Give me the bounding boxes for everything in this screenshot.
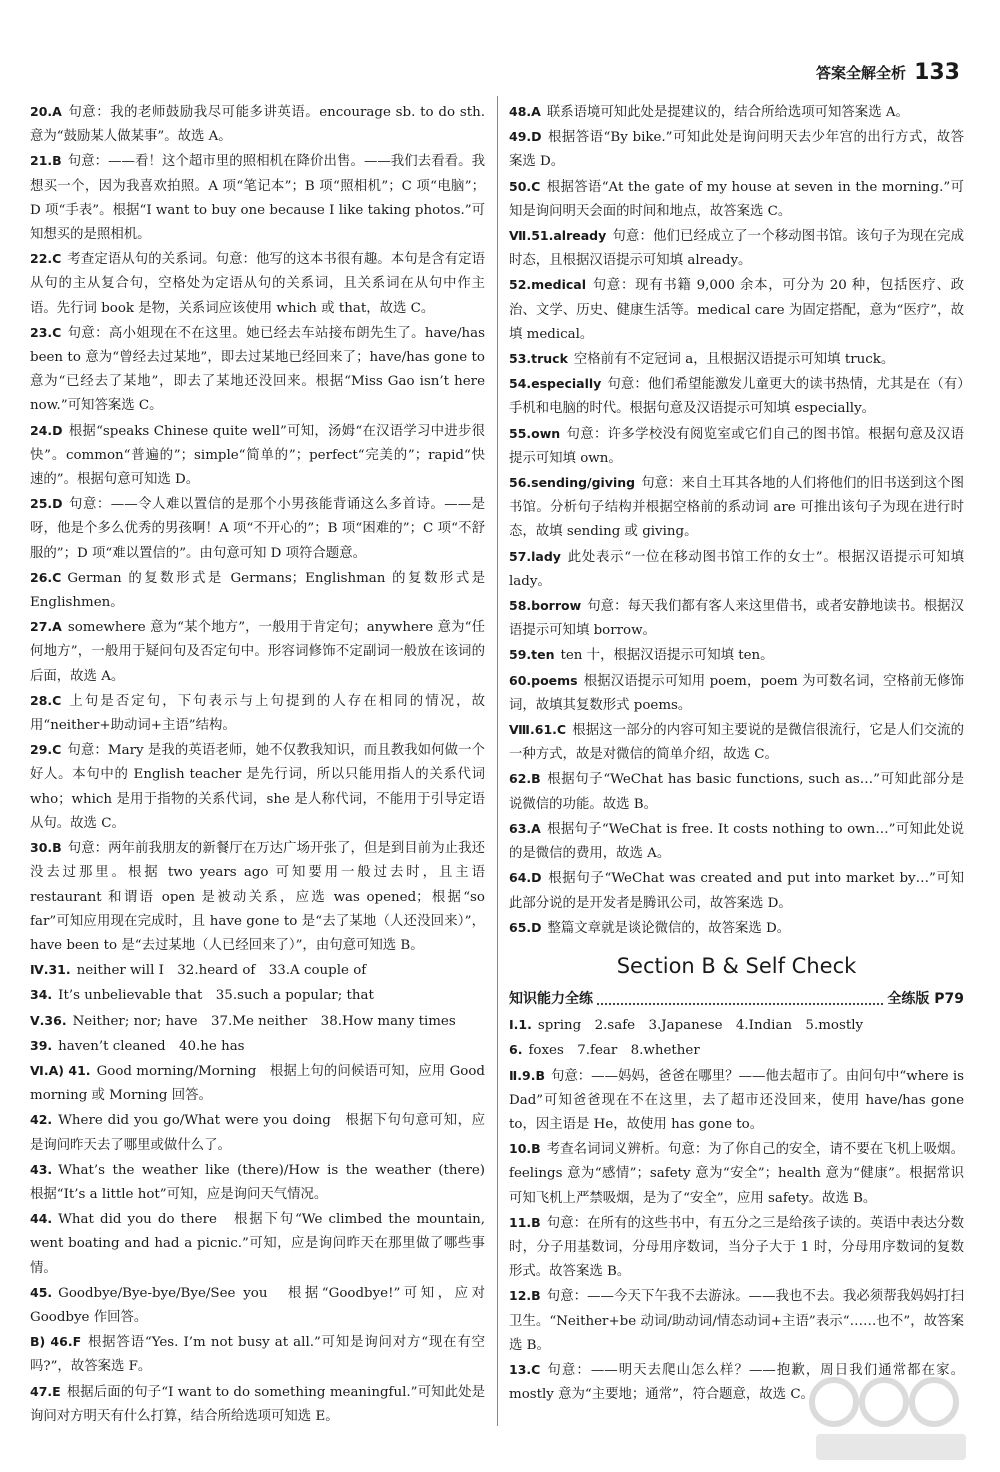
answer-explanation: 根据“speaks Chinese quite well”可知，汤姆“在汉语学习中进步很快”。common“普遍的”；simple“简单的”；perfect“完美的”；rapid“快速的”。根据句意可知选 D。 <box>30 423 485 488</box>
right-column-answers-2 <box>509 1013 964 1407</box>
subsection-heading <box>509 987 964 1011</box>
answer-number: Ⅶ.51.already <box>509 228 607 244</box>
answer-entry <box>30 1330 485 1379</box>
answer-number: 45. <box>30 1284 53 1300</box>
answer-number: 27.A <box>30 619 62 635</box>
answer-explanation: 句意：——妈妈，爸爸在哪里？——他去超市了。由问句中“where is Dad”可知爸爸现在不在这里，去了超市还没回来，使用 have/has gone to，因主语是 He，故使用 has gone to。 <box>509 1068 964 1132</box>
answer-number: 24.D <box>30 422 63 438</box>
answer-explanation: Good morning/Morning 根据上句的问候语可知，应用 Good morning 或 Morning 回答。 <box>30 1063 485 1104</box>
answer-explanation: Goodbye/Bye-bye/Bye/See you 根据“Goodbye!”可知，应对 Goodbye 作回答。 <box>30 1285 485 1325</box>
answer-explanation: 句意：两年前我朋友的新餐厅在万达广场开张了，但是到目前为止我还没去过那里。根据 two years ago 可知要用一般过去时，且主语 restaurant 和谓语 open 是被动关系，应选 was opened；根据“so far”可知应用现在完成时，且 have gone to 是“去了某地（人还没回来）”，have been to 是“去过某地（人已经回来了）”，由句意可知选 B。 <box>30 841 485 953</box>
answer-number: Ⅵ.A) 41. <box>30 1062 91 1078</box>
answer-number: 58.borrow <box>509 598 582 614</box>
answer-entry <box>509 100 964 125</box>
answer-number: 63.A <box>509 820 541 836</box>
answer-number: 55.own <box>509 425 561 441</box>
answer-number: Ⅳ.31. <box>30 962 71 978</box>
answer-explanation: 根据答语“Yes. I’m not busy at all.”可知是询问对方“现在有空吗?”，故答案选 F。 <box>30 1335 485 1375</box>
answer-number: 39. <box>30 1037 53 1053</box>
answer-explanation: 根据句子“WeChat is free. It costs nothing to own…”可知此处说的是微信的费用，故选 A。 <box>509 821 964 862</box>
answer-entry <box>30 738 485 836</box>
answer-number: 12.B <box>509 1288 541 1304</box>
answer-entry <box>30 836 485 958</box>
answer-entry <box>509 767 964 816</box>
answer-number: 26.C <box>30 569 62 585</box>
answer-explanation: 考查定语从句的关系词。句意：他写的这本书很有趣。本句是含有定语从句的主从复合句，空格处为定语从句的关系词，且关系词在从句中作主语。先行词 book 是物，关系词应该使用 which 或 that，故选 C。 <box>30 252 485 316</box>
answer-entry <box>30 1059 485 1108</box>
answer-number: 42. <box>30 1112 53 1128</box>
page-header <box>816 60 960 85</box>
answer-explanation: neither will I 32.heard of 33.A couple of <box>76 963 367 979</box>
answer-explanation: 句意：许多学校没有阅览室或它们自己的图书馆。根据句意及汉语提示可知填 own。 <box>509 426 964 466</box>
answer-explanation: 根据汉语提示可知用 poem，poem 为可数名词，空格前无修饰词，故填其复数形式 poems。 <box>509 673 964 713</box>
answer-number: 48.A <box>509 104 541 119</box>
answer-explanation: 句意：——明天去爬山怎么样？——抱歉，周日我们通常都在家。mostly 意为“主要地；通常”，符合题意，故选 C。 <box>509 1362 964 1403</box>
answer-explanation: 句意：——今天下午我不去游泳。——我也不去。我必须帮我妈妈打扫卫生。“Neither+be 动词/助动词/情态动词+主语”表示“……也不”，故答案选 B。 <box>509 1289 964 1353</box>
column-divider <box>497 96 498 1426</box>
answer-entry <box>30 100 485 149</box>
answer-entry <box>30 1380 485 1429</box>
answer-explanation: 考查名词词义辨析。句意：为了你自己的安全，请不要在飞机上吸烟。feelings 意为“感情”；safety 意为“安全”；health 意为“健康”。根据常识可知飞机上严禁吸烟，是为了“安全”，应用 safety。故选 B。 <box>509 1142 964 1206</box>
answer-entry <box>30 247 485 321</box>
answer-number: 30.B <box>30 840 62 856</box>
answer-entry <box>509 545 964 594</box>
answer-explanation: 根据答语“At the gate of my house at seven in the morning.”可知是询问明天会面的时间和地点，故答案选 C。 <box>509 179 964 219</box>
subsection-page-ref: 全练版 P79 <box>887 990 964 1007</box>
answer-entry <box>30 958 485 983</box>
answer-number: 6. <box>509 1042 523 1058</box>
answer-explanation: somewhere 意为“某个地方”，一般用于肯定句；anywhere 意为“任何地方”，一般用于疑问句及否定句中。形容词修饰不定副词一般放在该词的后面，故选 A。 <box>30 620 485 684</box>
answer-entry <box>509 1284 964 1358</box>
answer-number: 20.A <box>30 104 62 119</box>
answer-explanation: 空格前有不定冠词 a，且根据汉语提示可知填 truck。 <box>573 352 895 368</box>
answer-explanation: 句意：——令人难以置信的是那个小男孩能背诵这么多首诗。——是呀，他是个多么优秀的男孩啊！A 项“不开心的”；B 项“困难的”；C 项“不舒服的”；D 项“难以置信的”。由句意可知 D 项符合题意。 <box>30 497 485 561</box>
section-title: Section B & Self Check <box>616 953 857 978</box>
answer-explanation: 句意：在所有的这些书中，有五分之三是给孩子读的。英语中表达分数时，分子用基数词，分母用序数词，当分子大于 1 时，分母用序数词的复数形式。故答案选 B。 <box>509 1215 964 1280</box>
answer-explanation: 句意：每天我们都有客人来这里借书，或者安静地读书。根据汉语提示可知填 borrow。 <box>509 599 964 639</box>
answer-explanation: 此处表示“一位在移动图书馆工作的女士”。根据汉语提示可知填 lady。 <box>509 549 964 589</box>
answer-number: 23.C <box>30 324 62 340</box>
answer-number: 59.ten <box>509 647 555 663</box>
answer-entry <box>509 594 964 643</box>
answer-number: 22.C <box>30 251 62 267</box>
answer-entry <box>509 817 964 866</box>
answer-explanation: 上句是否定句，下句表示与上句提到的人存在相同的情况，故用“neither+助动词+主语”结构。 <box>30 693 485 734</box>
answer-explanation: 整篇文章就是谈论微信的，故答案选 D。 <box>547 920 791 936</box>
answer-explanation: 根据这一部分的内容可知主要说的是微信很流行，它是人们交流的一种方式，故是对微信的简单介绍，故选 C。 <box>509 723 964 763</box>
header-title: 答案全解全析 <box>816 64 907 82</box>
answer-explanation: 根据答语“By bike.”可知此处是询问明天去少年宫的出行方式，故答案选 D。 <box>509 130 964 170</box>
answer-number: 34. <box>30 987 53 1003</box>
answer-explanation: Neither; nor; have 37.Me neither 38.How many times <box>72 1013 456 1029</box>
answer-entry <box>30 321 485 419</box>
left-column <box>30 100 499 1429</box>
answer-entry <box>30 492 485 566</box>
answer-explanation: 句意：Mary 是我的英语老师，她不仅教我知识，而且教我如何做一个好人。本句中的 English teacher 是先行词，所以只能用指人的关系代词 who；which 是用于指物的关系代词，she 是人称代词，不能用于引导定语从句。故选 C。 <box>30 743 485 831</box>
answer-entry <box>509 1211 964 1285</box>
answer-entry <box>509 1038 964 1063</box>
answer-number: 10.B <box>509 1141 541 1157</box>
answer-number: 56.sending/giving <box>509 475 636 491</box>
answer-explanation: spring 2.safe 3.Japanese 4.Indian 5.mostly <box>537 1018 864 1034</box>
answer-explanation: 根据句子“WeChat has basic functions, such as…”可知此部分是说微信的功能。故选 B。 <box>509 772 964 812</box>
answer-number: 53.truck <box>509 351 568 367</box>
answer-number: 50.C <box>509 178 541 194</box>
answer-explanation: 句意：来自土耳其各地的人们将他们的旧书送到这个图书馆。分析句子结构并根据空格前的系动词 are 可推出该句子为现在进行时态，故填 sending 或 giving。 <box>509 476 964 540</box>
answer-explanation: What did you do there 根据下句“We climbed the mountain, went boating and had a picnic.”可知，应是询问昨天在那里做了哪些事情。 <box>30 1212 485 1276</box>
dotted-leader <box>597 1003 883 1005</box>
answer-entry <box>509 471 964 545</box>
right-column-answers <box>509 100 964 941</box>
answer-number: 52.medical <box>509 277 587 293</box>
answer-number: 54.especially <box>509 376 602 392</box>
answer-number: 60.poems <box>509 672 578 688</box>
answer-entry <box>509 669 964 718</box>
answer-entry <box>509 372 964 421</box>
page-number: 133 <box>914 60 960 85</box>
answer-entry <box>509 916 964 941</box>
answer-explanation: It’s unbelievable that 35.such a popular; that <box>58 988 374 1004</box>
answer-explanation: 句意：他们已经成立了一个移动图书馆。该句子为现在完成时态，且根据汉语提示可知填 already。 <box>509 229 965 269</box>
answer-number: 13.C <box>509 1361 541 1377</box>
answer-entry <box>509 175 964 224</box>
answer-explanation: 句意：现有书籍 9,000 余本，可分为 20 种，包括医疗、政治、文学、历史、健康生活等。medical care 为固定搭配，意为“医疗”，故填 medical。 <box>509 278 964 342</box>
answer-entry <box>509 718 964 767</box>
answer-number: 49.D <box>509 129 542 145</box>
answer-entry <box>30 689 485 738</box>
answer-number: 25.D <box>30 496 63 512</box>
watermark-logo <box>806 1372 976 1464</box>
answer-entry <box>30 1009 485 1034</box>
answer-number: Ⅱ.9.B <box>509 1067 545 1083</box>
answer-entry <box>30 1207 485 1281</box>
answer-explanation: Where did you go/What were you doing 根据下句句意可知，应是询问昨天去了哪里或做什么了。 <box>30 1113 485 1153</box>
answer-entry <box>509 1137 964 1211</box>
answer-entry <box>509 1064 964 1138</box>
answer-entry <box>30 149 485 247</box>
answer-number: 65.D <box>509 919 542 935</box>
answer-entry <box>30 615 485 689</box>
answer-explanation: 句意：我的老师鼓励我尽可能多讲英语。encourage sb. to do sth. 意为“鼓励某人做某事”。故选 A。 <box>30 105 485 145</box>
answer-entry <box>509 125 964 174</box>
answer-entry <box>509 1013 964 1038</box>
answer-number: 64.D <box>509 870 542 886</box>
answer-entry <box>509 866 964 915</box>
answer-number: 62.B <box>509 771 541 787</box>
answer-number: Ⅰ.1. <box>509 1017 532 1033</box>
answer-number: B) 46.F <box>30 1334 82 1350</box>
answer-entry <box>30 419 485 493</box>
answer-number: 47.E <box>30 1383 61 1399</box>
answer-explanation: 根据后面的句子“I want to do something meaningful.”可知此处是询问对方明天有什么打算，结合所给选项可知选 E。 <box>30 1384 485 1424</box>
answer-entry <box>509 273 964 347</box>
answer-explanation: German 的复数形式是 Germans；Englishman 的复数形式是 Englishmen。 <box>30 570 485 611</box>
answer-entry <box>30 1034 485 1059</box>
answer-number: 57.lady <box>509 548 561 564</box>
answer-explanation: haven’t cleaned 40.he has <box>58 1038 245 1054</box>
answer-entry <box>509 347 964 372</box>
answer-number: 21.B <box>30 153 62 169</box>
answer-number: 28.C <box>30 692 62 708</box>
answer-explanation: 根据句子“WeChat was created and put into market by…”可知此部分说的是开发者是腾讯公司，故答案选 D。 <box>509 871 964 911</box>
answer-explanation: What’s the weather like (there)/How is the weather (there) 根据“It’s a little hot”可知，应是询问天气情况。 <box>30 1162 499 1202</box>
answer-explanation: ten 十，根据汉语提示可知填 ten。 <box>560 648 774 664</box>
answer-entry <box>30 1108 485 1157</box>
answer-explanation: 联系语境可知此处是提建议的，结合所给选项可知答案选 A。 <box>546 105 909 120</box>
answer-number: 11.B <box>509 1214 541 1230</box>
answer-number: 43. <box>30 1161 53 1177</box>
answer-number: 44. <box>30 1211 53 1227</box>
answer-explanation: 句意：他们希望能激发儿童更大的读书热情，尤其是在（有）手机和电脑的时代。根据句意及汉语提示可知填 especially。 <box>509 377 964 417</box>
answer-number: 29.C <box>30 742 62 758</box>
subsection-title: 知识能力全练 <box>509 990 593 1007</box>
answer-entry <box>30 1281 485 1330</box>
answer-explanation: 句意：高小姐现在不在这里。她已经去车站接布朗先生了。have/has been to 意为“曾经去过某地”，即去过某地已经回来了；have/has gone to 意为“已经去了某地”，即去了某地还没回来。根据“Miss Gao isn’t here now.”可知答案选 C。 <box>30 325 485 414</box>
answer-explanation: 句意：——看！这个超市里的照相机在降价出售。——我们去看看。我想买一个，因为我喜欢拍照。A 项“笔记本”；B 项“照相机”；C 项“电脑”；D 项“手表”。根据“I want to buy one because I like taking photos.”可知想买的是照相机。 <box>30 154 485 243</box>
answer-entry <box>30 1158 499 1207</box>
answer-number: Ⅷ.61.C <box>509 722 567 738</box>
answer-entry <box>509 643 964 668</box>
answer-number: Ⅴ.36. <box>30 1012 67 1028</box>
answer-entry <box>30 566 485 615</box>
answer-entry <box>509 422 964 471</box>
right-column <box>509 100 964 1407</box>
answer-explanation: foxes 7.fear 8.whether <box>528 1043 700 1059</box>
answer-entry <box>30 983 485 1008</box>
answer-entry <box>509 224 964 273</box>
